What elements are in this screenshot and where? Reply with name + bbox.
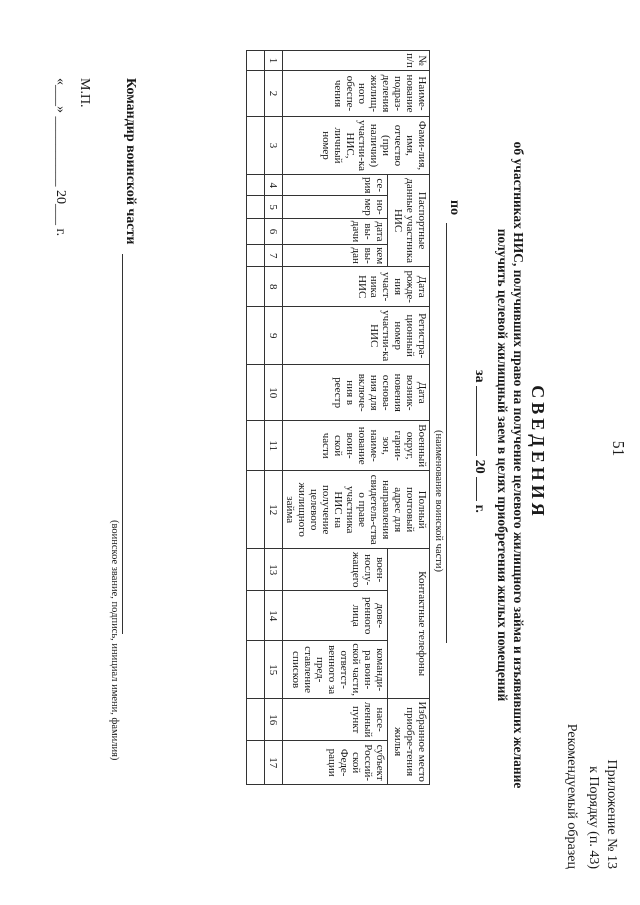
period-blank <box>476 386 477 456</box>
column-number-cell: 14 <box>265 591 283 641</box>
period-year-prefix: 20 <box>472 459 487 474</box>
column-number-cell: 11 <box>265 421 283 471</box>
header-name: Фами-лия, имя, отчество (при наличии) участни-ка НИС, личный номер <box>283 117 430 175</box>
header-num: № п/п <box>283 51 430 71</box>
document-subtitle: об участниках НИС, получивших право на получение целевого жилищного займа и изъявивших желание получить целевой жилищный заем в целях приобретения жилых помещений <box>495 141 526 789</box>
document-title: СВЕДЕНИЯ <box>528 385 548 520</box>
commander-line <box>122 78 138 634</box>
header-number: но-мер <box>283 196 388 218</box>
header-phones: Контактные телефоны <box>388 549 430 699</box>
table-cell <box>247 71 265 117</box>
period-line <box>471 370 487 513</box>
commander-label: Командир воинской части <box>123 78 138 245</box>
table-cell <box>247 117 265 175</box>
column-number-cell: 10 <box>265 365 283 421</box>
column-number-cell: 12 <box>265 471 283 549</box>
commander-caption: (воинское звание, подпись, инициал имени, фамилия) <box>109 520 120 761</box>
column-number-cell: 8 <box>265 267 283 307</box>
table-cell <box>247 365 265 421</box>
header-phone-commander: команди-ра воин-ской части, ответст-венного за пред-ставление списков <box>283 641 388 699</box>
year-blank <box>476 477 477 501</box>
unit-line <box>446 200 462 643</box>
header-place: Избранное место приобре-тения жилья <box>388 699 430 785</box>
period-prefix: за <box>472 370 487 383</box>
table-row <box>247 51 265 785</box>
header-issue-date: дата вы-дачи <box>283 218 388 244</box>
table-cell <box>247 549 265 591</box>
column-number-cell: 16 <box>265 699 283 741</box>
column-number-row <box>265 51 283 785</box>
column-number-cell: 7 <box>265 245 283 267</box>
header-settlement: насе-ленный пункт <box>283 699 388 741</box>
annex-line-2: к Порядку (п. 43) <box>586 766 601 869</box>
header-birth: Дата рожде-ния участ-ника НИС <box>283 267 430 307</box>
column-number-cell: 15 <box>265 641 283 699</box>
unit-blank <box>446 223 461 643</box>
header-unit: Наиме-нование подраз-деления жилищ-ного обеспе-чения <box>283 71 430 117</box>
annex-block <box>562 724 620 869</box>
page-number: 51 <box>609 440 628 457</box>
header-subject: субъект Россий-ской Феде-рации <box>283 741 388 785</box>
header-address: Полный почтовый адрес для направления свидетель-ства о праве участника НИС на получение целевого жилищного займа <box>283 471 430 549</box>
table-cell <box>247 245 265 267</box>
header-issued-by: кем вы-дан <box>283 245 388 267</box>
table-cell <box>247 307 265 365</box>
unit-prefix: по <box>447 200 462 216</box>
header-basis-date: Дата возник-новения основа-ния для включе-ния в реестр <box>283 365 430 421</box>
table-cell <box>247 471 265 549</box>
header-phone-trusted: дове-ренного лица <box>283 591 388 641</box>
table-cell <box>247 699 265 741</box>
table-cell <box>247 741 265 785</box>
unit-caption: (наименование воинской части) <box>433 430 444 572</box>
table-cell <box>247 196 265 218</box>
signature-date: «___» __________ 20___ г. <box>53 78 68 237</box>
table-cell <box>247 218 265 244</box>
table-cell <box>247 51 265 71</box>
table-cell <box>247 267 265 307</box>
header-passport: Паспортные данные участника НИС <box>388 175 430 267</box>
column-number-cell: 4 <box>265 175 283 196</box>
header-reg: Регистра-ционный номер участни-ка НИС <box>283 307 430 365</box>
header-district: Военный округ, гарни-зон, наиме-нование воин-ской части <box>283 421 430 471</box>
column-number-cell: 17 <box>265 741 283 785</box>
commander-blank <box>122 254 137 634</box>
table-cell <box>247 421 265 471</box>
column-number-cell: 9 <box>265 307 283 365</box>
header-series: се-рия <box>283 175 388 196</box>
column-number-cell: 2 <box>265 71 283 117</box>
column-number-cell: 5 <box>265 196 283 218</box>
header-phone-service: воен-нослу-жащего <box>283 549 388 591</box>
column-number-cell: 3 <box>265 117 283 175</box>
table-cell <box>247 175 265 196</box>
annex-line-1: Приложение № 13 <box>604 759 619 869</box>
stamp-place: М.П. <box>77 78 92 108</box>
table-cell <box>247 591 265 641</box>
column-number-cell: 1 <box>265 51 283 71</box>
period-year-suffix: г. <box>472 504 487 513</box>
annex-line-3: Рекомендуемый образец <box>564 723 579 869</box>
column-number-cell: 6 <box>265 218 283 244</box>
report-table <box>246 50 430 785</box>
column-number-cell: 13 <box>265 549 283 591</box>
table-cell <box>247 641 265 699</box>
